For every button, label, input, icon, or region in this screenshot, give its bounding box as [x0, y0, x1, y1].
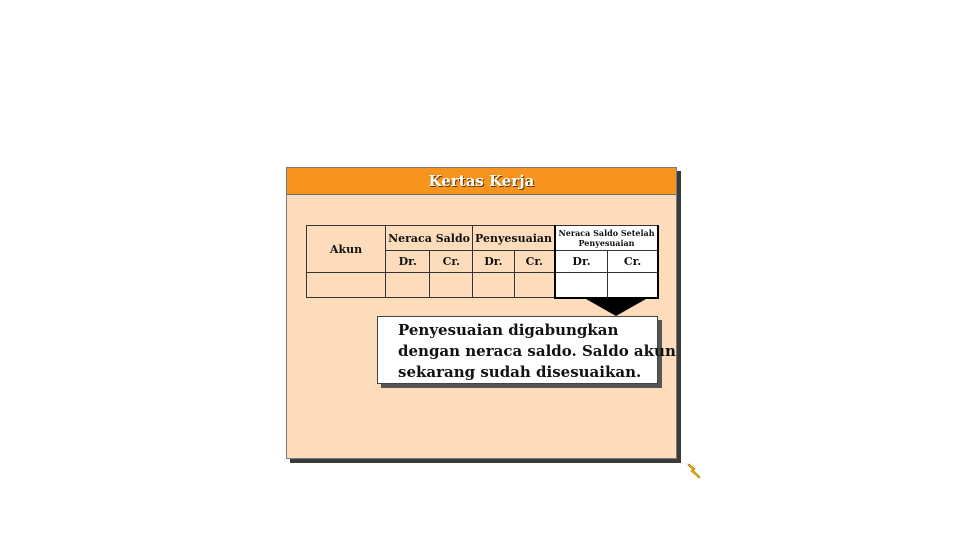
nsp-label-line2: Penyesuaian [578, 238, 635, 248]
table-cell [386, 273, 430, 298]
p-dr-header: Dr. [473, 251, 515, 273]
callout-line-3: sekarang sudah disesuaikan. [398, 363, 642, 381]
worksheet-table [306, 225, 659, 299]
table-cell [307, 273, 386, 298]
lightning-bolt-icon [686, 462, 704, 480]
down-arrow-icon [586, 299, 646, 316]
table-cell [514, 273, 555, 298]
callout-box [377, 316, 676, 384]
nsp-dr-header: Dr. [555, 251, 608, 273]
table-header-row [307, 226, 659, 251]
table-row [307, 273, 659, 298]
p-cr-header: Cr. [514, 251, 555, 273]
worksheet-card [286, 167, 677, 459]
ns-dr-header: Dr. [386, 251, 430, 273]
nsp-cr-header: Cr. [608, 251, 658, 273]
ns-cr-header: Cr. [430, 251, 473, 273]
callout-line-1: Penyesuaian digabungkan [398, 321, 619, 339]
column-group-neraca-saldo-setelah-penyesuaian [555, 226, 658, 251]
column-group-penyesuaian: Penyesuaian [473, 226, 555, 251]
column-group-neraca-saldo: Neraca Saldo [386, 226, 473, 251]
card-title: Kertas Kerja [287, 168, 676, 195]
column-akun: Akun [307, 226, 386, 273]
table-cell [473, 273, 515, 298]
callout-line-2: dengan neraca saldo. Saldo akun [398, 342, 676, 360]
nsp-label-line1: Neraca Saldo Setelah [558, 228, 655, 238]
table-cell [555, 273, 608, 298]
table-cell [430, 273, 473, 298]
table-cell [608, 273, 658, 298]
